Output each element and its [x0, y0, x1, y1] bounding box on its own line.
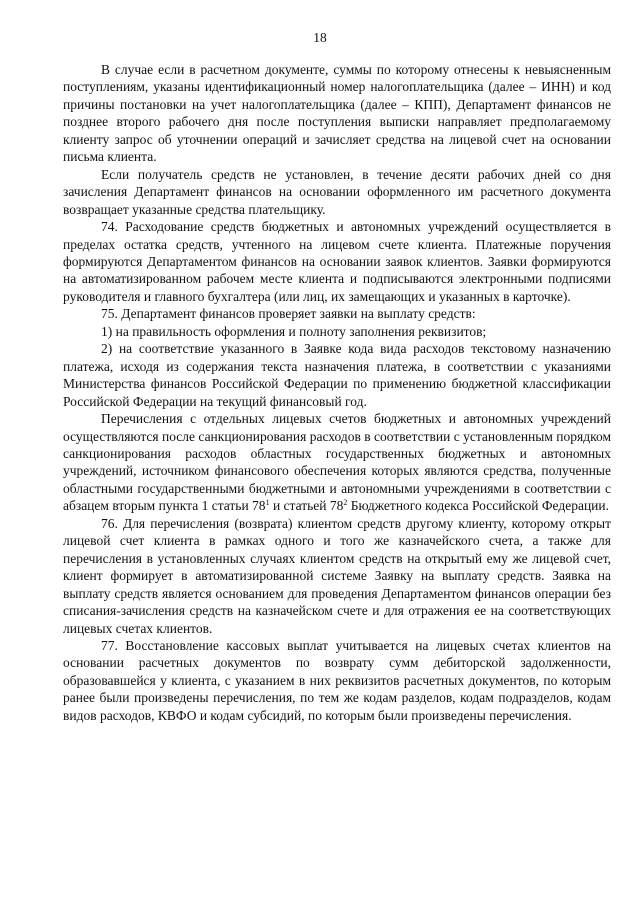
superscript-1: 1	[265, 498, 270, 508]
document-body	[63, 61, 611, 724]
page-number: 18	[313, 30, 327, 45]
paragraph-item-75: 75. Департамент финансов проверяет заявки на выплату средств:	[101, 306, 476, 322]
paragraph-item-75-sub-1: 1) на правильность оформления и полноту заполнения реквизитов;	[101, 323, 487, 339]
superscript-2: 2	[343, 498, 348, 508]
paragraph-item-74: 74. Расходование средств бюджетных и автономных учреждений осуществляется в пределах остатка средств, учтенного на лицевом счете клиента. Платежные поручения формируются Департаментом финансов на основании заявок клиентов. Заявки формируются на автоматизированном рабочем месте клиента и подписываются электронными подписями руководителя и главного бухгалтера (или лиц, их замещающих и указанных в карточке).	[63, 219, 611, 304]
paragraph-item-75-sub-2: 2) на соответствие указанного в Заявке кода вида расходов текстовому назначению платежа, исходя из содержания текста назначения платежа, в соответствии с указаниями Министерства финансов Российской Федерации по применению бюджетной классификации Российской Федерации на текущий финансовый год.	[63, 341, 611, 409]
paragraph-item-77: 77. Восстановление кассовых выплат учитывается на лицевых счетах клиентов на основании расчетных документов по возврату сумм дебиторской задолженности, образовавшейся у клиента, с указанием в них реквизитов расчетных документов, по которым ранее были произведены перечисления, по тем же кодам разделов, кодам подразделов, кодам видов расходов, КВФО и кодам субсидий, по которым были произведены перечисления.	[63, 637, 611, 723]
paragraph-payer-refund: Если получатель средств не установлен, в течение десяти рабочих дней со дня зачисления Департамент финансов на основании оформленного им расчетного документа возвращает указанные средства плательщику.	[63, 166, 611, 217]
paragraph-transfers	[63, 410, 611, 515]
paragraph-unidentified-receipts: В случае если в расчетном документе, суммы по которому отнесены к невыясненным поступлениям, указаны идентификационный номер налогоплательщика (далее – ИНН) и код причины постановки на учет налогоплательщика (далее – КПП), Департамент финансов не позднее второго рабочего дня после поступления выписки направляет предполагаемому клиенту запрос об уточнении операций и зачисляет средства на лицевой счет на основании письма клиента.	[63, 62, 611, 165]
paragraph-item-76: 76. Для перечисления (возврата) клиентом средств другому клиенту, которому открыт лицевой счет клиента в рамках одного и того же казначейского счета, а также для перечисления в установленных случаях клиентом средств на открытый ему же лицевой счет, клиент формирует в автоматизированной системе Заявку на выплату средств. Заявка на выплату средств является основанием для проведения Департаментом финансов операции без списания-зачисления средств на казначейском счете и для отражения ее на соответствующих лицевых счетах клиентов.	[63, 515, 611, 636]
paragraph-transfers-main: Перечисления с отдельных лицевых счетов бюджетных и автономных учреждений осуществляются после санкционирования расходов в соответствии с установленным порядком санкционирования расходов областных государственных бюджетных и автономных учреждений, источником финансового обеспечения которых являются средства, полученные областными государственными бюджетными и автономными учреждениями в соответствии с абзацем вторым пункта 1 статьи 78	[63, 411, 611, 514]
paragraph-transfers-mid: и статьей 78	[269, 498, 344, 514]
paragraph-transfers-end: Бюджетного кодекса Российской Федерации.	[347, 498, 610, 514]
